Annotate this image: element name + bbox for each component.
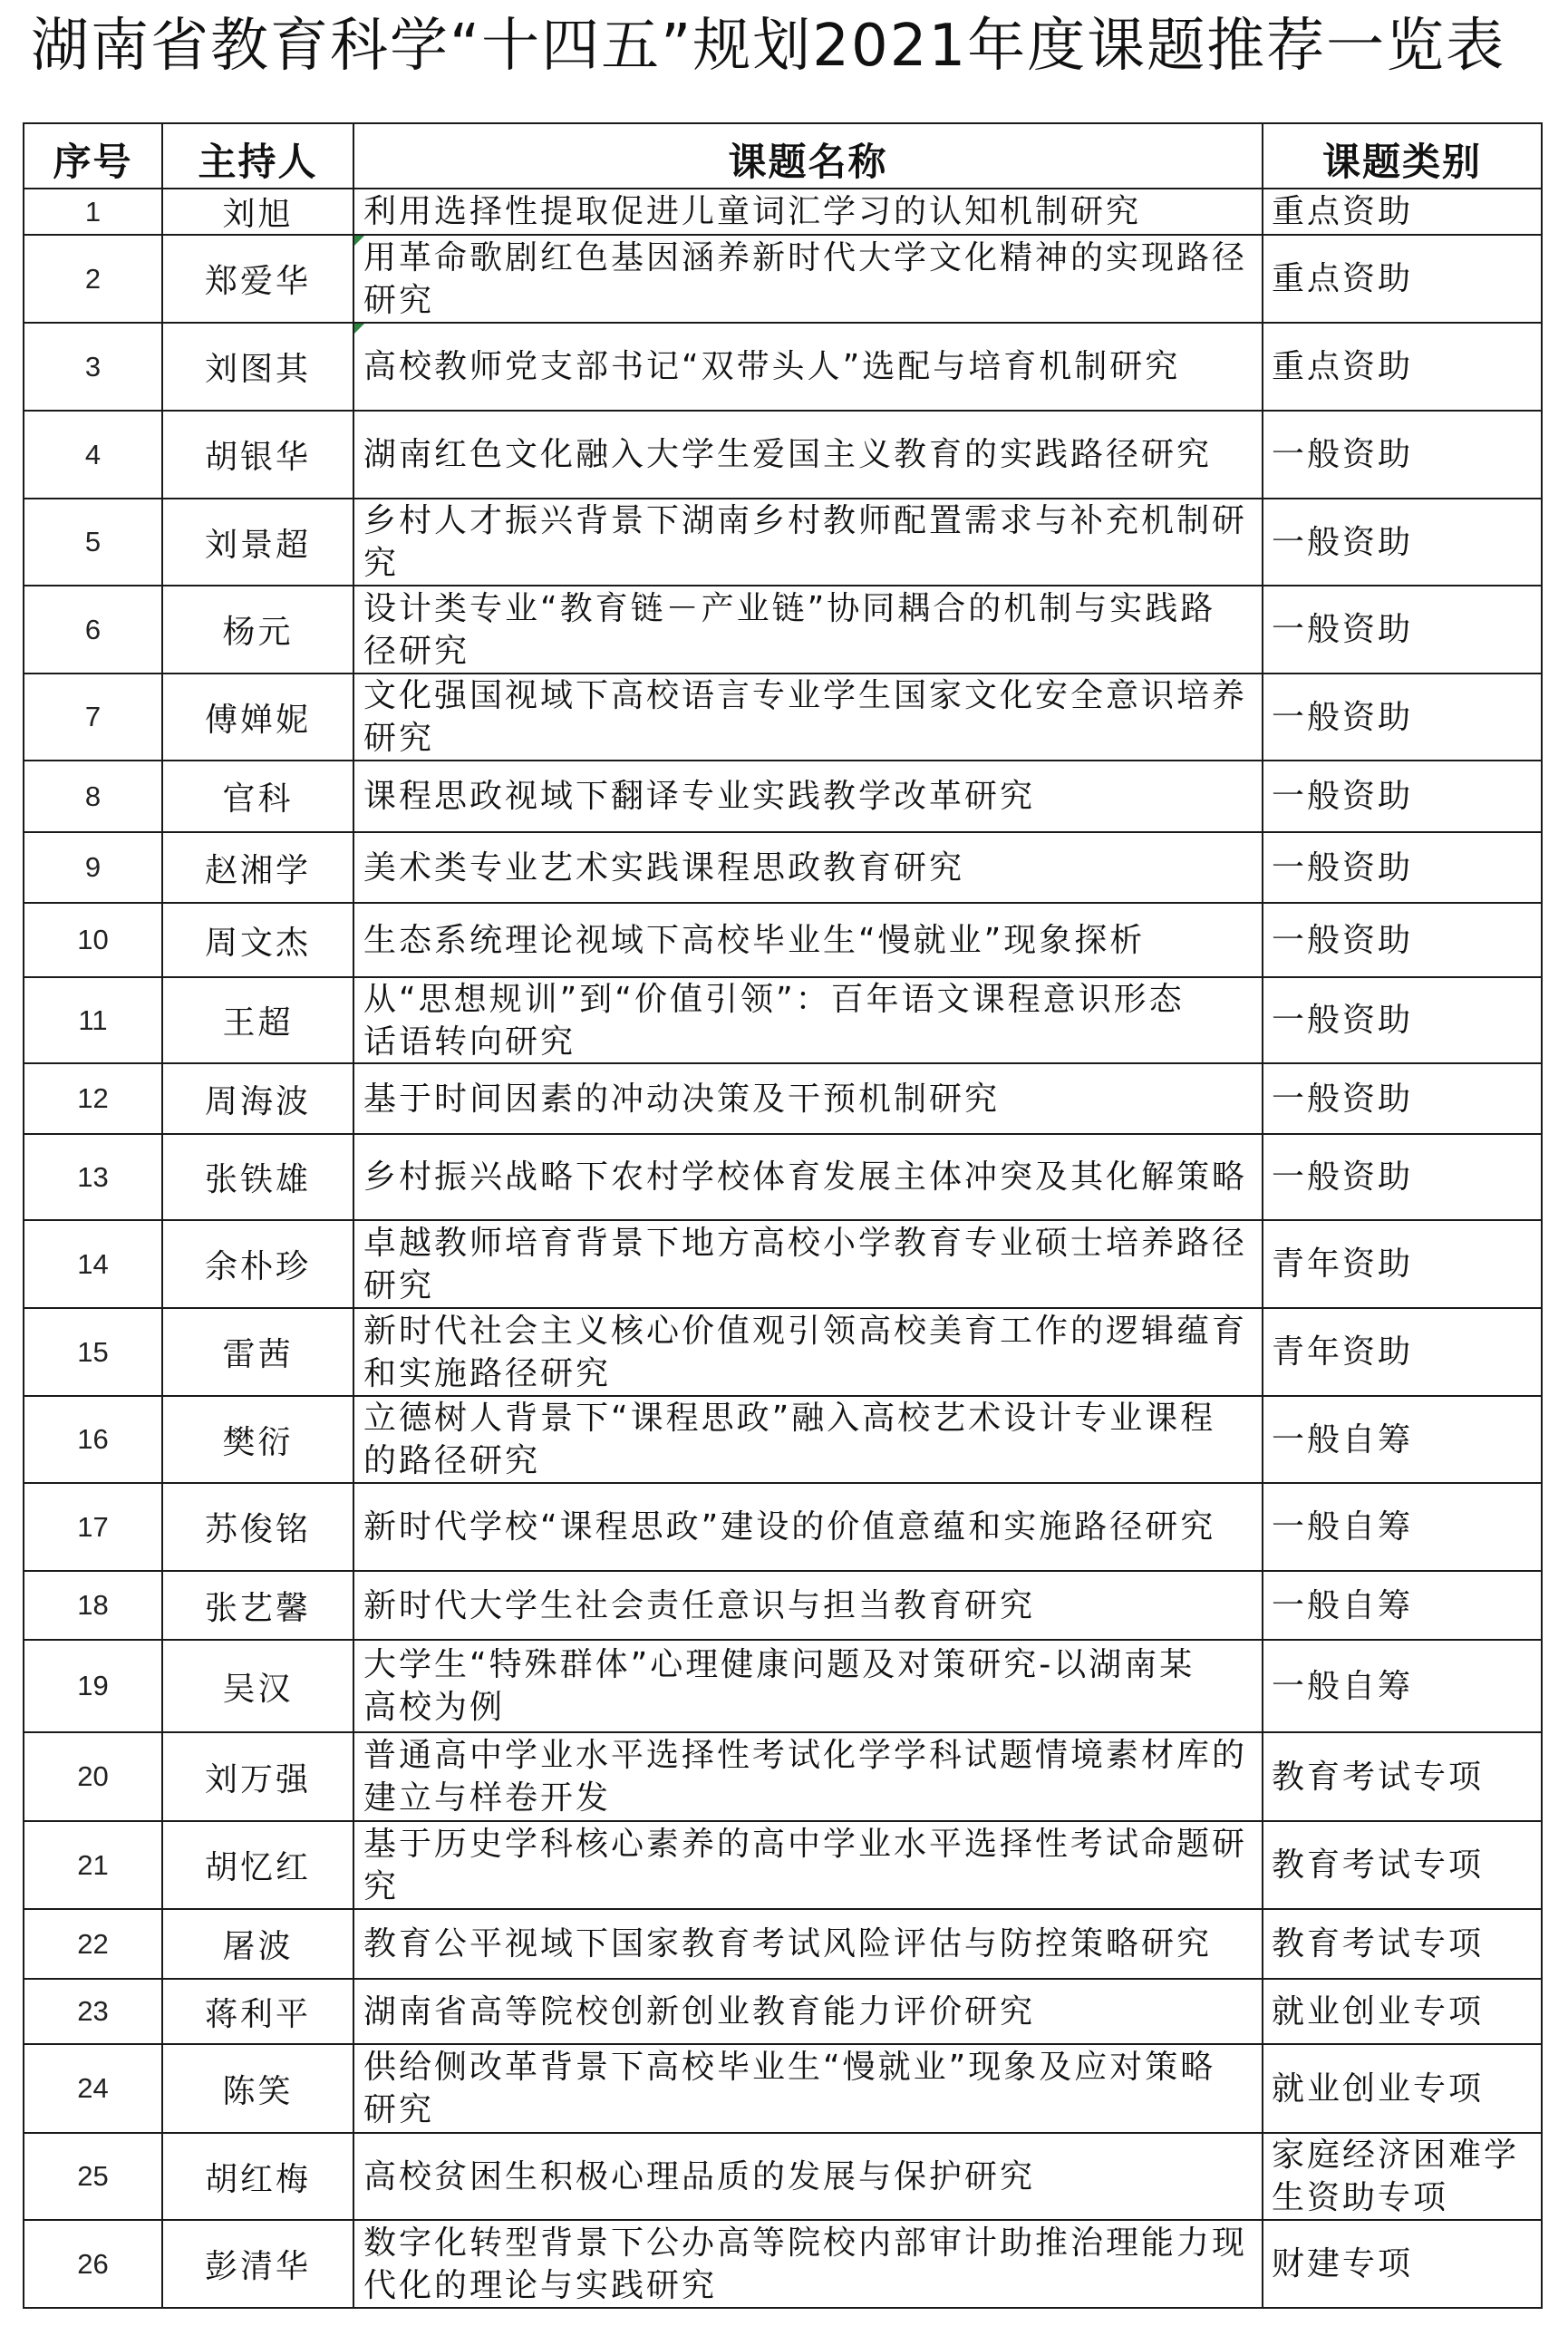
table-row	[24, 189, 1543, 236]
cell-number: 15	[24, 1309, 163, 1397]
topic-category: 一般自筹	[1272, 1586, 1414, 1624]
topic-title-line: 话语转向研究	[363, 1022, 576, 1061]
cell-number: 4	[24, 412, 163, 499]
topic-category: 财建专项	[1272, 2245, 1414, 2282]
topic-title-line: 和实施路径研究	[363, 1354, 612, 1392]
cell-number: 22	[24, 1910, 163, 1980]
cell-category	[1263, 236, 1543, 324]
topic-title-line: 文化强国视域下高校语言专业学生国家文化安全意识培养	[363, 677, 1248, 714]
cell-number: 10	[24, 904, 163, 978]
cell-host: 刘万强	[163, 1733, 354, 1822]
topic-category: 一般资助	[1272, 848, 1414, 887]
topic-title-line: 乡村振兴战略下农村学校体育发展主体冲突及其化解策略	[363, 1158, 1248, 1196]
cell-host: 余朴珍	[163, 1221, 354, 1309]
table-header-row	[24, 124, 1543, 189]
topic-category: 一般资助	[1272, 436, 1414, 473]
cell-number: 25	[24, 2134, 163, 2221]
topic-category: 重点资助	[1272, 193, 1414, 230]
topic-title-line: 研究	[363, 2091, 435, 2128]
cell-number: 12	[24, 1064, 163, 1135]
cell-category	[1263, 586, 1543, 674]
cell-title	[354, 761, 1263, 833]
table-row	[24, 1064, 1543, 1135]
cell-title	[354, 1484, 1263, 1572]
cell-host: 彭清华	[163, 2221, 354, 2309]
topic-title-line: 研究	[363, 1266, 435, 1304]
cell-category	[1263, 1641, 1543, 1733]
topic-category: 一般自筹	[1272, 1508, 1414, 1546]
cell-number: 3	[24, 324, 163, 412]
cell-title	[354, 674, 1263, 761]
cell-title	[354, 1397, 1263, 1484]
topic-title-line: 湖南省高等院校创新创业教育能力评价研究	[363, 1992, 1036, 2030]
topic-category: 一般资助	[1272, 778, 1414, 815]
cell-host: 吴汉	[163, 1641, 354, 1733]
cell-title	[354, 2134, 1263, 2221]
table-row	[24, 674, 1543, 761]
cell-number: 16	[24, 1397, 163, 1484]
cell-category	[1263, 904, 1543, 978]
cell-title	[354, 1064, 1263, 1135]
topic-title-line: 课程思政视域下翻译专业实践教学改革研究	[363, 778, 1036, 815]
cell-category	[1263, 412, 1543, 499]
topic-category: 就业创业专项	[1272, 2069, 1485, 2108]
topic-title-line: 普通高中学业水平选择性考试化学学科试题情境素材库的	[363, 1737, 1248, 1774]
cell-category	[1263, 2045, 1543, 2134]
topic-title-line: 基于时间因素的冲动决策及干预机制研究	[363, 1080, 1001, 1118]
header-host: 主持人	[163, 124, 354, 189]
table-row	[24, 1733, 1543, 1822]
topic-title-line: 新时代社会主义核心价值观引领高校美育工作的逻辑蕴育	[363, 1312, 1248, 1350]
topic-category: 一般资助	[1272, 921, 1414, 959]
topic-title-line: 代化的理论与实践研究	[363, 2266, 718, 2304]
cell-number: 7	[24, 674, 163, 761]
topic-title-line: 用革命歌剧红色基因涵养新时代大学文化精神的实现路径	[363, 238, 1248, 276]
cell-title	[354, 2221, 1263, 2309]
topic-title-line: 径研究	[363, 632, 470, 670]
topic-title-line: 高校教师党支部书记“双带头人”选配与培育机制研究	[363, 348, 1181, 385]
cell-host: 胡忆红	[163, 1822, 354, 1910]
topic-category: 教育考试专项	[1272, 1758, 1485, 1796]
cell-category	[1263, 324, 1543, 412]
topic-category: 青年资助	[1272, 1333, 1414, 1371]
cell-host: 杨元	[163, 586, 354, 674]
cell-title	[354, 2045, 1263, 2134]
cell-category	[1263, 1484, 1543, 1572]
recommendation-table	[23, 122, 1543, 2309]
cell-category	[1263, 1822, 1543, 1910]
document-title: 湖南省教育科学“十四五”规划2021年度课题推荐一览表	[31, 13, 1506, 80]
cell-title	[354, 236, 1263, 324]
topic-title-line: 基于历史学科核心素养的高中学业水平选择性考试命题研	[363, 1825, 1248, 1863]
cell-host: 樊衍	[163, 1397, 354, 1484]
table-row	[24, 586, 1543, 674]
table-row	[24, 1397, 1543, 1484]
topic-title-line: 建立与样卷开发	[363, 1779, 612, 1817]
cell-number: 9	[24, 833, 163, 904]
cell-number: 21	[24, 1822, 163, 1910]
error-indicator-icon	[354, 236, 364, 246]
topic-title-line: 生态系统理论视域下高校毕业生“慢就业”现象探析	[363, 921, 1146, 959]
topic-title-line: 究	[363, 1867, 400, 1905]
table-row	[24, 761, 1543, 833]
cell-number: 23	[24, 1980, 163, 2045]
cell-number: 2	[24, 236, 163, 324]
cell-host: 张铁雄	[163, 1135, 354, 1221]
topic-category: 一般资助	[1272, 523, 1414, 561]
cell-number: 5	[24, 499, 163, 586]
table-row	[24, 2045, 1543, 2134]
topic-title-line: 从“思想规训”到“价值引领”：百年语文课程意识形态	[363, 980, 1185, 1018]
cell-host: 周海波	[163, 1064, 354, 1135]
topic-title-line: 美术类专业艺术实践课程思政教育研究	[363, 848, 965, 887]
table-row	[24, 978, 1543, 1064]
cell-host: 官科	[163, 761, 354, 833]
cell-host: 刘景超	[163, 499, 354, 586]
cell-host: 蒋利平	[163, 1980, 354, 2045]
cell-category	[1263, 1980, 1543, 2045]
topic-category: 家庭经济困难学生资助专项	[1272, 2137, 1520, 2216]
cell-number: 26	[24, 2221, 163, 2309]
topic-category: 一般自筹	[1272, 1420, 1414, 1459]
table-row	[24, 2221, 1543, 2309]
cell-number: 8	[24, 761, 163, 833]
topic-title-line: 湖南红色文化融入大学生爱国主义教育的实践路径研究	[363, 436, 1213, 473]
cell-host: 刘旭	[163, 189, 354, 236]
cell-number: 18	[24, 1572, 163, 1641]
table-row	[24, 1309, 1543, 1397]
topic-title-line: 研究	[363, 281, 435, 319]
cell-host: 陈笑	[163, 2045, 354, 2134]
topic-category: 一般自筹	[1272, 1667, 1414, 1705]
table-row	[24, 412, 1543, 499]
table-row	[24, 1484, 1543, 1572]
cell-number: 6	[24, 586, 163, 674]
topic-title-line: 大学生“特殊群体”心理健康问题及对策研究-以湖南某	[363, 1646, 1195, 1683]
cell-category	[1263, 674, 1543, 761]
topic-category: 重点资助	[1272, 348, 1414, 385]
cell-number: 14	[24, 1221, 163, 1309]
topic-title-line: 教育公平视域下国家教育考试风险评估与防控策略研究	[363, 1925, 1213, 1963]
topic-category: 一般资助	[1272, 611, 1414, 648]
cell-category	[1263, 2134, 1543, 2221]
table-row	[24, 1221, 1543, 1309]
table-row	[24, 2134, 1543, 2221]
cell-host: 赵湘学	[163, 833, 354, 904]
cell-category	[1263, 1910, 1543, 1980]
cell-host: 周文杰	[163, 904, 354, 978]
table-row	[24, 1135, 1543, 1221]
cell-number: 11	[24, 978, 163, 1064]
topic-title-line: 高校为例	[363, 1689, 506, 1726]
cell-title	[354, 833, 1263, 904]
cell-category	[1263, 1221, 1543, 1309]
topic-category: 就业创业专项	[1272, 1992, 1485, 2030]
cell-category	[1263, 189, 1543, 236]
cell-number: 13	[24, 1135, 163, 1221]
cell-host: 王超	[163, 978, 354, 1064]
topic-title-line: 供给侧改革背景下高校毕业生“慢就业”现象及应对策略	[363, 2049, 1216, 2086]
topic-title-line: 设计类专业“教育链－产业链”协同耦合的机制与实践路	[363, 589, 1216, 627]
cell-title	[354, 904, 1263, 978]
topic-title-line: 乡村人才振兴背景下湖南乡村教师配置需求与补充机制研	[363, 502, 1248, 539]
cell-host: 雷茜	[163, 1309, 354, 1397]
topic-title-line: 高校贫困生积极心理品质的发展与保护研究	[363, 2157, 1036, 2195]
table-row	[24, 1822, 1543, 1910]
cell-title	[354, 586, 1263, 674]
error-indicator-icon	[354, 324, 364, 334]
table-row	[24, 499, 1543, 586]
cell-title	[354, 1980, 1263, 2045]
cell-category	[1263, 1064, 1543, 1135]
cell-title	[354, 1822, 1263, 1910]
table-row	[24, 1641, 1543, 1733]
cell-host: 张艺馨	[163, 1572, 354, 1641]
topic-title-line: 卓越教师培育背景下地方高校小学教育专业硕士培养路径	[363, 1224, 1248, 1262]
table-row	[24, 324, 1543, 412]
cell-number: 19	[24, 1641, 163, 1733]
topic-title-line: 研究	[363, 720, 435, 757]
cell-number: 1	[24, 189, 163, 236]
topic-category: 教育考试专项	[1272, 1925, 1485, 1963]
topic-title-line: 利用选择性提取促进儿童词汇学习的认知机制研究	[363, 193, 1142, 230]
cell-title	[354, 1910, 1263, 1980]
cell-host: 屠波	[163, 1910, 354, 1980]
cell-host: 胡红梅	[163, 2134, 354, 2221]
cell-title	[354, 978, 1263, 1064]
topic-title-line: 究	[363, 545, 400, 582]
topic-title-line: 数字化转型背景下公办高等院校内部审计助推治理能力现	[363, 2224, 1248, 2262]
cell-category	[1263, 2221, 1543, 2309]
cell-title	[354, 1641, 1263, 1733]
cell-host: 苏俊铭	[163, 1484, 354, 1572]
topic-category: 一般资助	[1272, 1002, 1414, 1039]
cell-host: 郑爱华	[163, 236, 354, 324]
cell-title	[354, 189, 1263, 236]
topic-title-line: 新时代大学生社会责任意识与担当教育研究	[363, 1586, 1036, 1624]
topic-category: 重点资助	[1272, 260, 1414, 297]
table-row	[24, 1572, 1543, 1641]
topic-category: 青年资助	[1272, 1245, 1414, 1283]
cell-title	[354, 1221, 1263, 1309]
cell-title	[354, 1572, 1263, 1641]
cell-title	[354, 1135, 1263, 1221]
cell-title	[354, 1733, 1263, 1822]
cell-number: 17	[24, 1484, 163, 1572]
topic-category: 一般资助	[1272, 698, 1414, 736]
topic-title-line: 新时代学校“课程思政”建设的价值意蕴和实施路径研究	[363, 1508, 1216, 1546]
header-title: 课题名称	[354, 124, 1263, 189]
cell-category	[1263, 761, 1543, 833]
cell-title	[354, 499, 1263, 586]
table-row	[24, 1980, 1543, 2045]
table-row	[24, 833, 1543, 904]
topic-category: 教育考试专项	[1272, 1846, 1485, 1884]
cell-category	[1263, 1309, 1543, 1397]
cell-category	[1263, 1733, 1543, 1822]
cell-host: 胡银华	[163, 412, 354, 499]
topic-category: 一般资助	[1272, 1158, 1414, 1196]
topic-title-line: 立德树人背景下“课程思政”融入高校艺术设计专业课程	[363, 1400, 1216, 1437]
cell-category	[1263, 499, 1543, 586]
table-row	[24, 1910, 1543, 1980]
table-row	[24, 236, 1543, 324]
cell-category	[1263, 1397, 1543, 1484]
cell-category	[1263, 833, 1543, 904]
header-number: 序号	[24, 124, 163, 189]
cell-category	[1263, 1135, 1543, 1221]
topic-category: 一般资助	[1272, 1080, 1414, 1118]
cell-host: 傅婵妮	[163, 674, 354, 761]
cell-number: 20	[24, 1733, 163, 1822]
header-category: 课题类别	[1263, 124, 1543, 189]
cell-category	[1263, 1572, 1543, 1641]
cell-title	[354, 324, 1263, 412]
cell-title	[354, 1309, 1263, 1397]
cell-number: 24	[24, 2045, 163, 2134]
table-row	[24, 904, 1543, 978]
topic-title-line: 的路径研究	[363, 1442, 541, 1479]
cell-host: 刘图其	[163, 324, 354, 412]
cell-title	[354, 412, 1263, 499]
cell-category	[1263, 978, 1543, 1064]
